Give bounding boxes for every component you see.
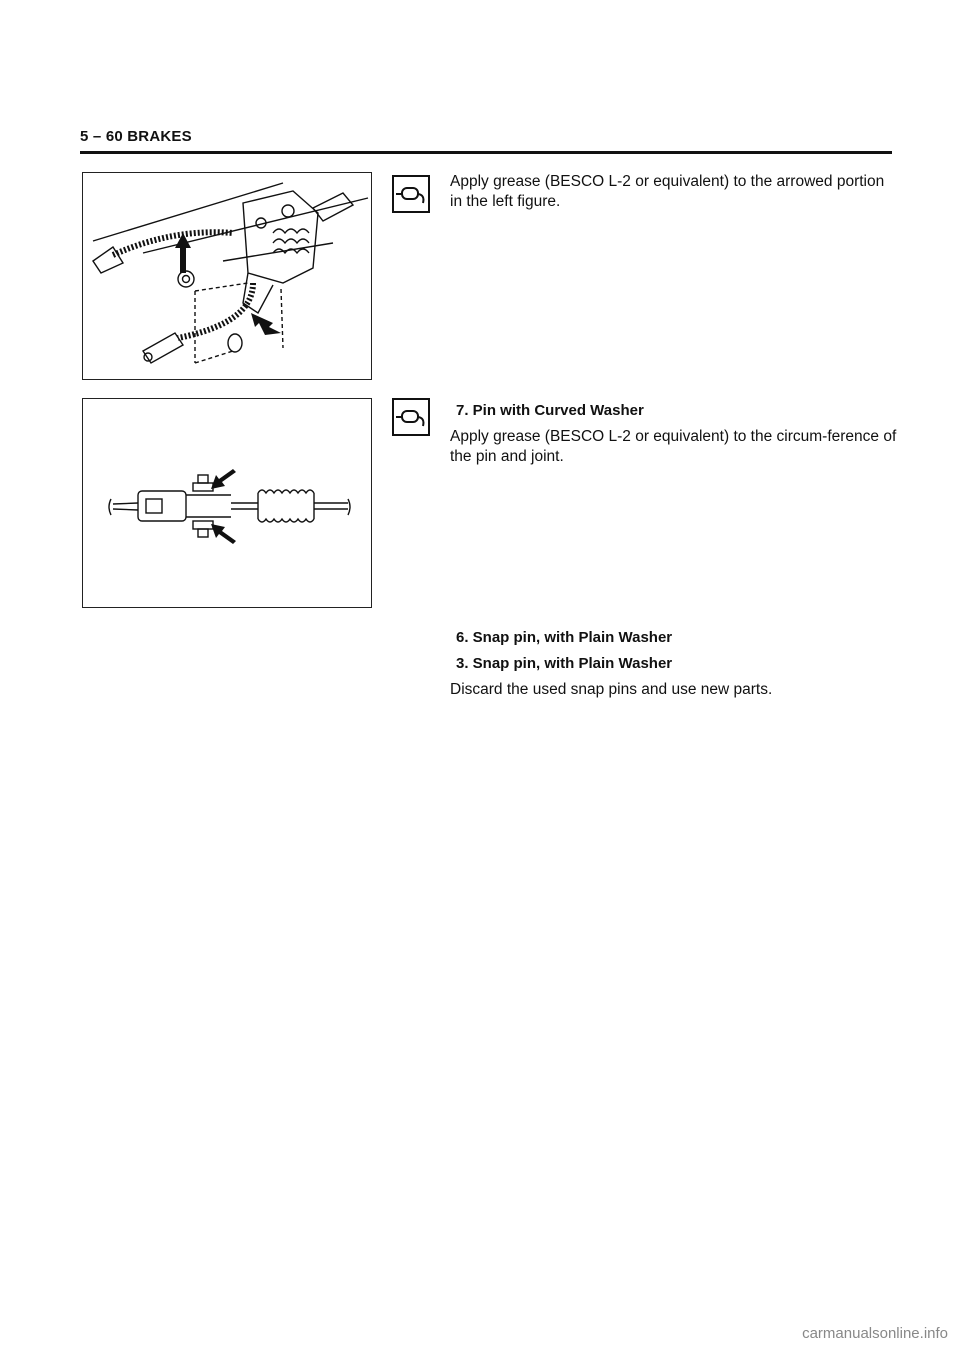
grease-icon: [392, 398, 430, 436]
grease-instruction-2: Apply grease (BESCO L-2 or equivalent) to the circum-ference of the pin and joint.: [450, 428, 897, 465]
figure-1-drawing: [83, 173, 373, 381]
snap-pin-instruction: Discard the used snap pins and use new parts.: [450, 681, 773, 698]
parking-brake-cable-bracket-figure: [82, 172, 372, 380]
snap-pin-item: 6. Snap pin, with Plain Washer: [456, 629, 673, 646]
page-header: 5 – 60 BRAKES: [80, 128, 192, 145]
figure-2-drawing: [83, 399, 373, 609]
pin-with-curved-washer-figure: [82, 398, 372, 608]
watermark: carmanualsonline.info: [802, 1325, 948, 1342]
grease-icon: [392, 175, 430, 213]
snap-pin-item: 3. Snap pin, with Plain Washer: [456, 655, 673, 672]
header-rule: [80, 151, 892, 154]
section-title-pin-curved-washer: 7. Pin with Curved Washer: [456, 402, 644, 419]
grease-instruction-1: Apply grease (BESCO L-2 or equivalent) to the arrowed portion in the left figure.: [450, 173, 885, 210]
